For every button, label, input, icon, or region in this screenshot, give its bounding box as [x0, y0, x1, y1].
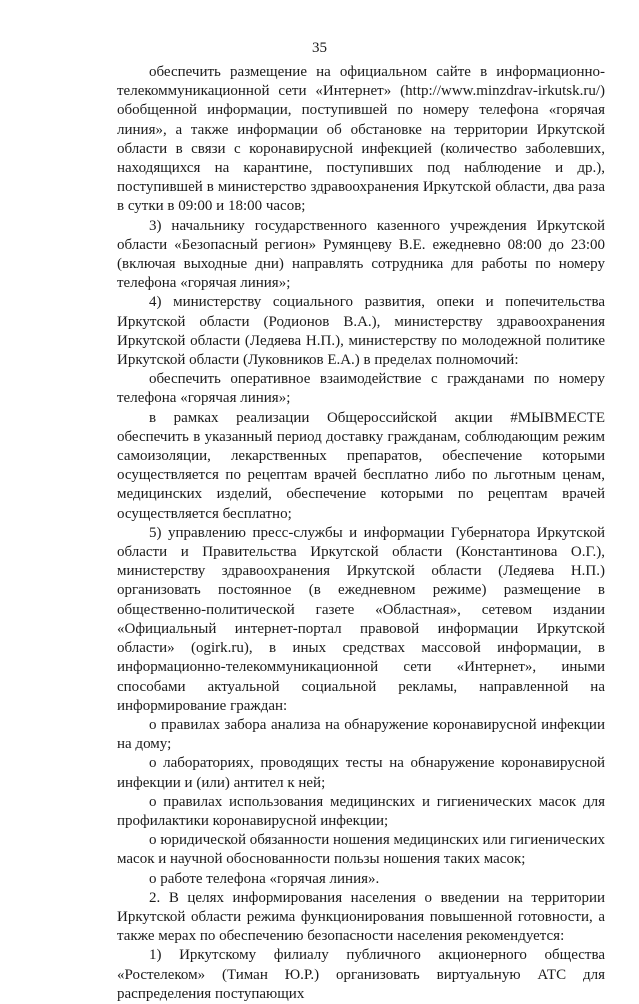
paragraph: 5) управлению пресс-службы и информации Губернатора Иркутской области и Правительства Иркутской области (Константинова О.Г.), министерству здравоохранения Иркутской области (Ледяева Н.П.) организовать постоянное (в ежедневном режиме) размещение в общественно-политической газете «Областная», сетевом издании «Официальный интернет-портал правовой информации Иркутской области» (ogirk.ru), в иных средствах массовой информации, в информационно-телекоммуникационной сети «Интернет», иными способами актуальной социальной рекламы, направленной на информирование граждан: — [117, 524, 605, 714]
paragraph: о работе телефона «горячая линия». — [149, 870, 380, 887]
paragraph: 4) министерству социального развития, опеки и попечительства Иркутской области (Родионов В.А.), министерству здравоохранения Иркутской области (Ледяева Н.П.), министерству по молодежной политике Иркутской области (Луковников Е.А.) в пределах полномочий: — [117, 294, 605, 369]
document-body — [117, 63, 605, 1004]
paragraph: о правилах использования медицинских и гигиенических масок для профилактики коронавирусной инфекции; — [117, 793, 605, 829]
paragraph: 1) Иркутскому филиалу публичного акционерного общества «Ростелеком» (Тиман Ю.Р.) организовать виртуальную АТС для распределения поступающих — [117, 947, 605, 1002]
paragraph: обеспечить оперативное взаимодействие с гражданами по номеру телефона «горячая линия»; — [117, 371, 605, 407]
paragraph: о правилах забора анализа на обнаружение коронавирусной инфекции на дому; — [117, 716, 605, 753]
paragraph: о лабораториях, проводящих тесты на обнаружение коронавирусной инфекции и (или) антител к ней; — [117, 755, 605, 791]
paragraph: о юридической обязанности ношения медицинских или гигиенических масок и научной обоснованности пользы ношения таких масок; — [117, 832, 605, 868]
page-number: 35 — [312, 40, 327, 56]
paragraph: обеспечить размещение на официальном сайте в информационно-телекоммуникационной сети «Интернет» (http://www.minzdrav-irkutsk.ru/) обобщенной информации, поступившей по номеру телефона «горячая линия», а также информации об обстановке на территории Иркутской области в связи с коронавирусной инфекцией (количество заболевших, находящихся на карантине, поступивших под наблюдение и др.), поступившей в министерство здравоохранения Иркутской области, два раза в сутки в 09:00 и 18:00 часов; — [117, 64, 605, 215]
paragraph: 2. В целях информирования населения о введении на территории Иркутской области режима функционирования повышенной готовности, а также мерах по обеспечению безопасности населения рекомендуется: — [117, 889, 605, 945]
paragraph: в рамках реализации Общероссийской акции #МЫВМЕСТЕ обеспечить в указанный период доставку гражданам, соблюдающим режим самоизоляции, лекарственных препаратов, обеспечение которыми осуществляется по рецептам врачей бесплатно либо по льготным ценам, медицинских изделий, обеспечение которыми по рецептам врачей осуществляется бесплатно; — [117, 409, 605, 522]
paragraph: 3) начальнику государственного казенного учреждения Иркутской области «Безопасный регион» Румянцеву В.Е. ежедневно 08:00 до 23:00 (включая выходные дни) направлять сотрудника для работы по номеру телефона «горячая линия»; — [117, 217, 605, 292]
